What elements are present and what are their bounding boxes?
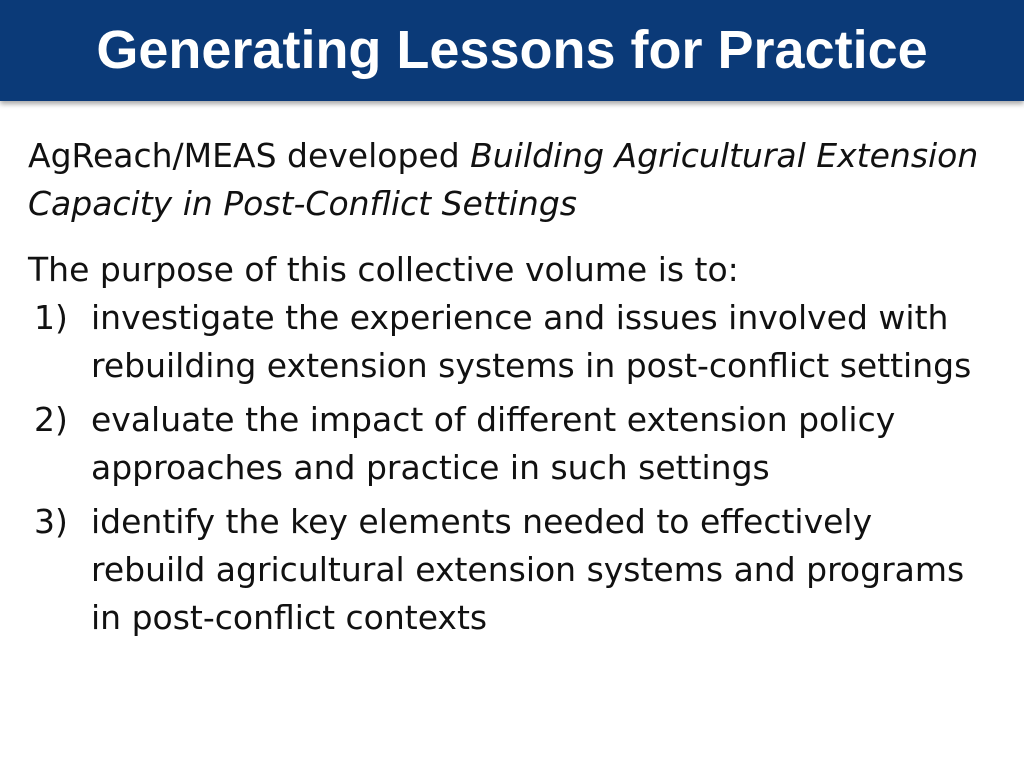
list-item-number: 2) — [34, 400, 68, 439]
list-item-number: 3) — [34, 502, 68, 541]
list-item-text: evaluate the impact of different extension policy approaches and practice in such settings — [91, 400, 896, 487]
list-item — [28, 498, 988, 642]
slide-body — [28, 132, 988, 648]
book-title: Building Agricultural Extension Capacity in Post-Conflict Settings — [28, 136, 979, 223]
intro-paragraph — [28, 132, 988, 228]
title-bar — [0, 0, 1024, 101]
list-item-text: investigate the experience and issues involved with rebuilding extension systems in post-conflict settings — [91, 298, 972, 385]
purpose-list — [28, 294, 988, 642]
list-item — [28, 294, 988, 390]
list-item-number: 1) — [34, 298, 68, 337]
list-item-text: identify the key elements needed to effectively rebuild agricultural extension systems and programs in post-conflict contexts — [91, 502, 965, 637]
intro-prefix: AgReach/MEAS developed — [28, 136, 471, 175]
list-item — [28, 396, 988, 492]
slide-title: Generating Lessons for Practice — [96, 20, 928, 80]
purpose-lead: The purpose of this collective volume is to: — [28, 250, 739, 289]
